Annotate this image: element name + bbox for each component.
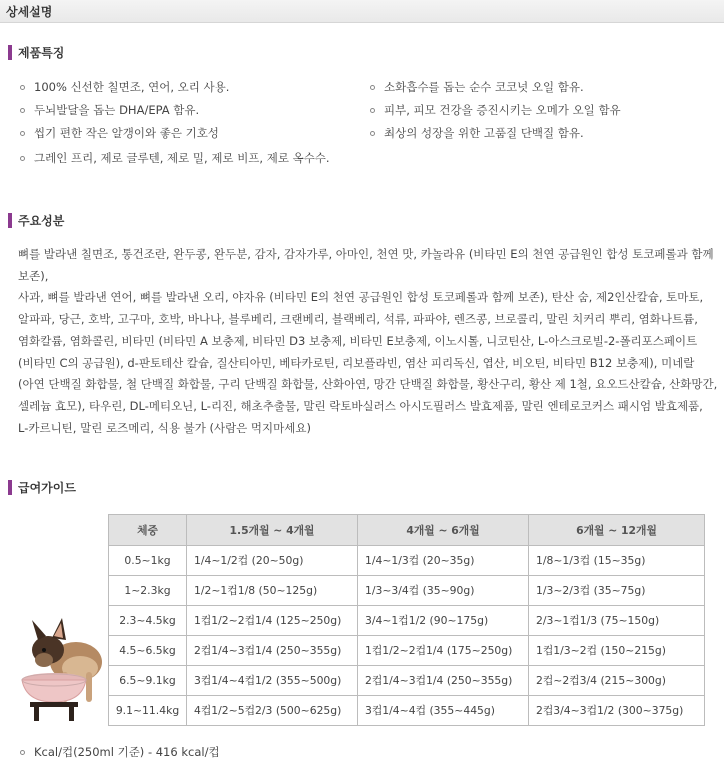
amount-cell: 4컵1/2~5컵2/3 (500~625g) xyxy=(187,696,358,726)
amount-cell: 1컵1/2~2컵1/4 (175~250g) xyxy=(358,636,529,666)
amount-cell: 1/4~1/2컵 (20~50g) xyxy=(187,546,358,576)
table-header-row xyxy=(109,515,705,546)
table-row xyxy=(109,696,705,726)
feature-item: 그레인 프리, 제로 글루텐, 제로 밀, 제로 비프, 제로 옥수수. xyxy=(20,150,330,166)
weight-cell: 1~2.3kg xyxy=(109,576,187,606)
ingredients-line: 셀레늄 효모), 타우린, DL-메티오닌, L-리진, 해초추출물, 말린 락토바실러스 아시도필러스 발효제품, 말린 엔테로코커스 패시엄 발효제품, xyxy=(18,398,703,413)
amount-cell: 1컵1/3~2컵 (150~215g) xyxy=(529,636,705,666)
calorie-note-text: Kcal/컵(250ml 기준) - 416 kcal/컵 xyxy=(34,745,220,759)
circle-bullet-icon xyxy=(370,85,375,90)
header-age-1: 1.5개월 ~ 4개월 xyxy=(187,515,358,546)
feature-item: 소화흡수를 돕는 순수 코코넛 오일 함유. xyxy=(370,79,584,95)
header-age-2: 4개월 ~ 6개월 xyxy=(358,515,529,546)
ingredients-line: (비타민 C의 공급원), d-판토테산 칼슘, 질산티아민, 베타카로틴, 리보플라빈, 염산 피리독신, 엽산, 비오틴, 비타민 B12 보충제), 미네랄 xyxy=(18,355,695,370)
amount-cell: 1/2~1컵1/8 (50~125g) xyxy=(187,576,358,606)
amount-cell: 1컵1/2~2컵1/4 (125~250g) xyxy=(187,606,358,636)
features-heading xyxy=(8,44,64,60)
header-age-3: 6개월 ~ 12개월 xyxy=(529,515,705,546)
amount-cell: 2컵1/4~3컵1/4 (250~355g) xyxy=(187,636,358,666)
circle-bullet-icon xyxy=(20,131,25,136)
amount-cell: 3컵1/4~4컵 (355~445g) xyxy=(358,696,529,726)
amount-cell: 1/8~1/3컵 (15~35g) xyxy=(529,546,705,576)
circle-bullet-icon xyxy=(20,750,25,755)
guide-heading xyxy=(8,479,76,495)
feature-item: 최상의 성장을 위한 고품질 단백질 함유. xyxy=(370,125,584,141)
circle-bullet-icon xyxy=(20,108,25,113)
circle-bullet-icon xyxy=(370,131,375,136)
table-row xyxy=(109,606,705,636)
table-row xyxy=(109,576,705,606)
feature-item: 100% 신선한 칠면조, 연어, 오리 사용. xyxy=(20,79,229,95)
weight-cell: 6.5~9.1kg xyxy=(109,666,187,696)
ingredients-heading xyxy=(8,212,64,228)
weight-cell: 0.5~1kg xyxy=(109,546,187,576)
amount-cell: 1/4~1/3컵 (20~35g) xyxy=(358,546,529,576)
ingredients-line: 염화칼륨, 염화콜린, 비타민 (비타민 A 보충제, 비타민 D3 보충제, 비타민 E보충제, 이노시톨, 니코틴산, L-아스크로빌-2-폴리포스페이트 xyxy=(18,333,698,348)
feeding-guide-table xyxy=(108,514,705,726)
page-title: 상세설명 xyxy=(6,5,53,19)
circle-bullet-icon xyxy=(370,108,375,113)
header-weight: 체중 xyxy=(109,515,187,546)
amount-cell: 2컵~2컵3/4 (215~300g) xyxy=(529,666,705,696)
puppy-eating-image xyxy=(14,610,106,722)
circle-bullet-icon xyxy=(20,85,25,90)
section-marker xyxy=(8,213,12,228)
guide-title: 급여가이드 xyxy=(18,480,76,495)
header-bar xyxy=(0,0,724,23)
amount-cell: 2/3~1컵1/3 (75~150g) xyxy=(529,606,705,636)
feature-item: 피부, 피모 건강을 증진시키는 오메가 오일 함유 xyxy=(370,102,621,118)
table-row xyxy=(109,636,705,666)
features-title: 제품특징 xyxy=(18,45,65,60)
ingredients-title: 주요성분 xyxy=(18,213,65,228)
amount-cell: 3컵1/4~4컵1/2 (355~500g) xyxy=(187,666,358,696)
table-row xyxy=(109,546,705,576)
weight-cell: 9.1~11.4kg xyxy=(109,696,187,726)
weight-cell: 2.3~4.5kg xyxy=(109,606,187,636)
amount-cell: 3/4~1컵1/2 (90~175g) xyxy=(358,606,529,636)
amount-cell: 2컵3/4~3컵1/2 (300~375g) xyxy=(529,696,705,726)
amount-cell: 1/3~2/3컵 (35~75g) xyxy=(529,576,705,606)
ingredients-line: (아연 단백질 화합물, 철 단백질 화합물, 구리 단백질 화합물, 산화아연, 망간 단백질 화합물, 황산구리, 황산 제 1철, 요오드산칼슘, 산화망간, xyxy=(18,377,718,392)
ingredients-line: L-카르니틴, 말린 로즈메리, 식용 불가 (사람은 먹지마세요) xyxy=(18,420,311,435)
circle-bullet-icon xyxy=(20,156,25,161)
table-row xyxy=(109,666,705,696)
ingredients-text xyxy=(18,244,718,439)
feature-item: 씹기 편한 작은 알갱이와 좋은 기호성 xyxy=(20,125,219,141)
weight-cell: 4.5~6.5kg xyxy=(109,636,187,666)
ingredients-line: 사과, 뼈를 발라낸 연어, 뼈를 발라낸 오리, 야자유 (비타민 E의 천연 공급원인 합성 토코페롤과 함께 보존), 탄산 숨, 제2인산칼슘, 토마토, xyxy=(18,290,704,305)
amount-cell: 1/3~3/4컵 (35~90g) xyxy=(358,576,529,606)
section-marker xyxy=(8,480,12,495)
amount-cell: 2컵1/4~3컵1/4 (250~355g) xyxy=(358,666,529,696)
calorie-note xyxy=(20,744,220,760)
ingredients-line: 알파파, 당근, 호박, 고구마, 호박, 바나나, 블루베리, 크랜베리, 블랙베리, 석류, 파파야, 렌즈콩, 브로콜리, 말린 치커리 뿌리, 염화나트륨, xyxy=(18,312,698,327)
section-marker xyxy=(8,45,12,60)
feature-item: 두뇌발달을 돕는 DHA/EPA 함유. xyxy=(20,102,199,118)
ingredients-line: 뼈를 발라낸 칠면조, 통건조란, 완두콩, 완두분, 감자, 감자가루, 아마인, 천연 맛, 카놀라유 (비타민 E의 천연 공급원인 합성 토코페롤과 함께 보존), xyxy=(18,247,714,283)
